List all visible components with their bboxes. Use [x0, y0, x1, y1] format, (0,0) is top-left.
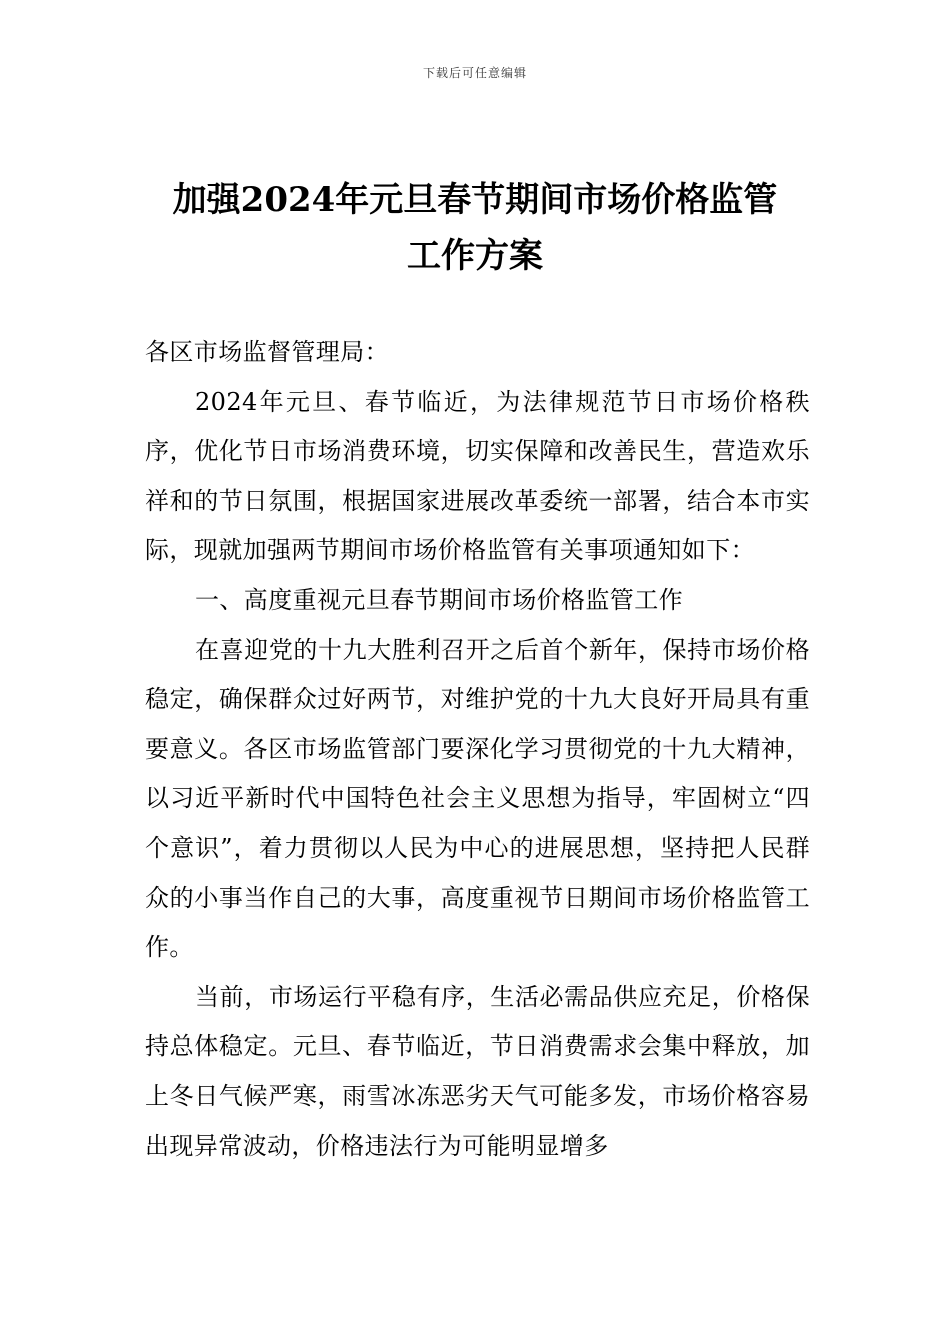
document-title: [120, 172, 830, 284]
section-heading-1: 一、高度重视元旦春节期间市场价格监管工作: [195, 585, 683, 614]
title-line-1: 加强2024年元旦春节期间市场价格监管: [172, 180, 778, 220]
header-note: 下载后可任意编辑: [422, 66, 527, 80]
salutation: 各区市场监督管理局：: [145, 338, 389, 366]
paragraph-intro: 2024年元旦、春节临近，为法律规范节日市场价格秩序，优化节日市场消费环境，切实保障和改善民生，营造欢乐祥和的节日氛围，根据国家进展改革委统一部署，结合本市实际，现就加强两节期间市场价格监管有关事项通知如下：: [145, 387, 810, 565]
paragraph-current-situation: 当前，市场运行平稳有序，生活必需品供应充足，价格保持总体稳定。元旦、春节临近，节日消费需求会集中释放，加上冬日气候严寒，雨雪冰冻恶劣天气可能多发，市场价格容易出现异常波动，价格违法行为可能明显增多: [145, 982, 810, 1160]
title-line-2: 工作方案: [407, 236, 543, 276]
document-body: [145, 328, 810, 1171]
paragraph-importance: 在喜迎党的十九大胜利召开之后首个新年，保持市场价格稳定，确保群众过好两节，对维护党的十九大良好开局具有重要意义。各区市场监管部门要深化学习贯彻党的十九大精神，以习近平新时代中国特色社会主义思想为指导，牢固树立“四个意识”，着力贯彻以人民为中心的进展思想，坚持把人民群众的小事当作自己的大事，高度重视节日期间市场价格监管工作。: [145, 635, 810, 962]
